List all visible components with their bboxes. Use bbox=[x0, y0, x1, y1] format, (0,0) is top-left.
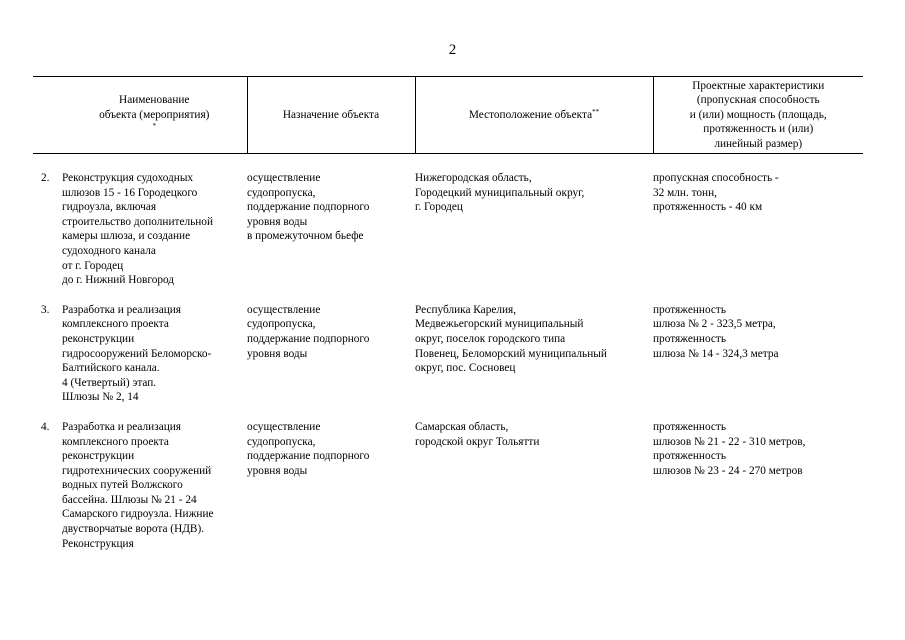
row-number: 2. bbox=[41, 172, 50, 184]
header-location-footnote-mark: ** bbox=[592, 107, 600, 116]
page-number: 2 bbox=[448, 42, 457, 58]
table-row bbox=[33, 171, 863, 303]
row-purpose: осуществление судопропуска, поддержание подпорного уровня воды bbox=[247, 303, 370, 360]
row-name: Разработка и реализация комплексного проекта реконструкции гидросооружений Беломорско- Балтийского канала. 4 (Четвертый) этап. Шлюзы № 2, 14 bbox=[62, 303, 212, 404]
table-header-row bbox=[33, 77, 863, 154]
row-spec: протяженность шлюзов № 21 - 22 - 310 метров, протяженность шлюзов № 23 - 24 - 270 метров bbox=[653, 420, 806, 477]
header-location: Местоположение объекта bbox=[468, 108, 593, 121]
header-location-cell bbox=[415, 77, 653, 154]
row-purpose: осуществление судопропуска, поддержание подпорного уровня воды bbox=[247, 420, 370, 477]
header-name-cell bbox=[62, 77, 247, 154]
row-spec: пропускная способность - 32 млн. тонн, протяженность - 40 км bbox=[653, 172, 779, 214]
objects-table bbox=[33, 76, 863, 566]
row-location: Самарская область, городской округ Тольятти bbox=[415, 420, 540, 448]
row-purpose: осуществление судопропуска, поддержание подпорного уровня воды в промежуточном бьефе bbox=[247, 172, 370, 243]
header-purpose-cell bbox=[247, 77, 415, 154]
row-number: 3. bbox=[41, 303, 50, 316]
row-number: 4. bbox=[41, 420, 50, 433]
header-spec-cell bbox=[653, 77, 863, 154]
table-row bbox=[33, 303, 863, 420]
row-location: Нижегородская область, Городецкий муниципальный округ, г. Городец bbox=[415, 172, 585, 214]
header-name-footnote-mark: * bbox=[152, 122, 156, 131]
row-location: Республика Карелия, Медвежьегорский муниципальный округ, поселок городского типа Повенец, Беломорский муниципальный округ, пос. Сосновец bbox=[415, 303, 607, 375]
header-name: Наименование объекта (мероприятия) bbox=[99, 94, 210, 121]
header-number-cell bbox=[33, 77, 62, 154]
header-purpose: Назначение объекта bbox=[282, 108, 380, 121]
table-row bbox=[33, 420, 863, 566]
row-name: Разработка и реализация комплексного проекта реконструкции гидротехнических сооружений водных путей Волжского бассейна. Шлюзы № 21 - 24 Самарского гидроузла. Нижние двустворчатые ворота (НДВ). Реконструкция bbox=[62, 420, 214, 550]
header-spec: Проектные характеристики (пропускная способность и (или) мощность (площадь, протяженность и (или) линейный размер) bbox=[689, 79, 827, 150]
row-spec: протяженность шлюза № 2 - 323,5 метра, протяженность шлюза № 14 - 324,3 метра bbox=[653, 303, 779, 360]
row-name: Реконструкция судоходных шлюзов 15 - 16 Городецкого гидроузла, включая строительство дополнительной камеры шлюза, и создание судоходного канала от г. Городец до г. Нижний Новгород bbox=[62, 172, 214, 287]
